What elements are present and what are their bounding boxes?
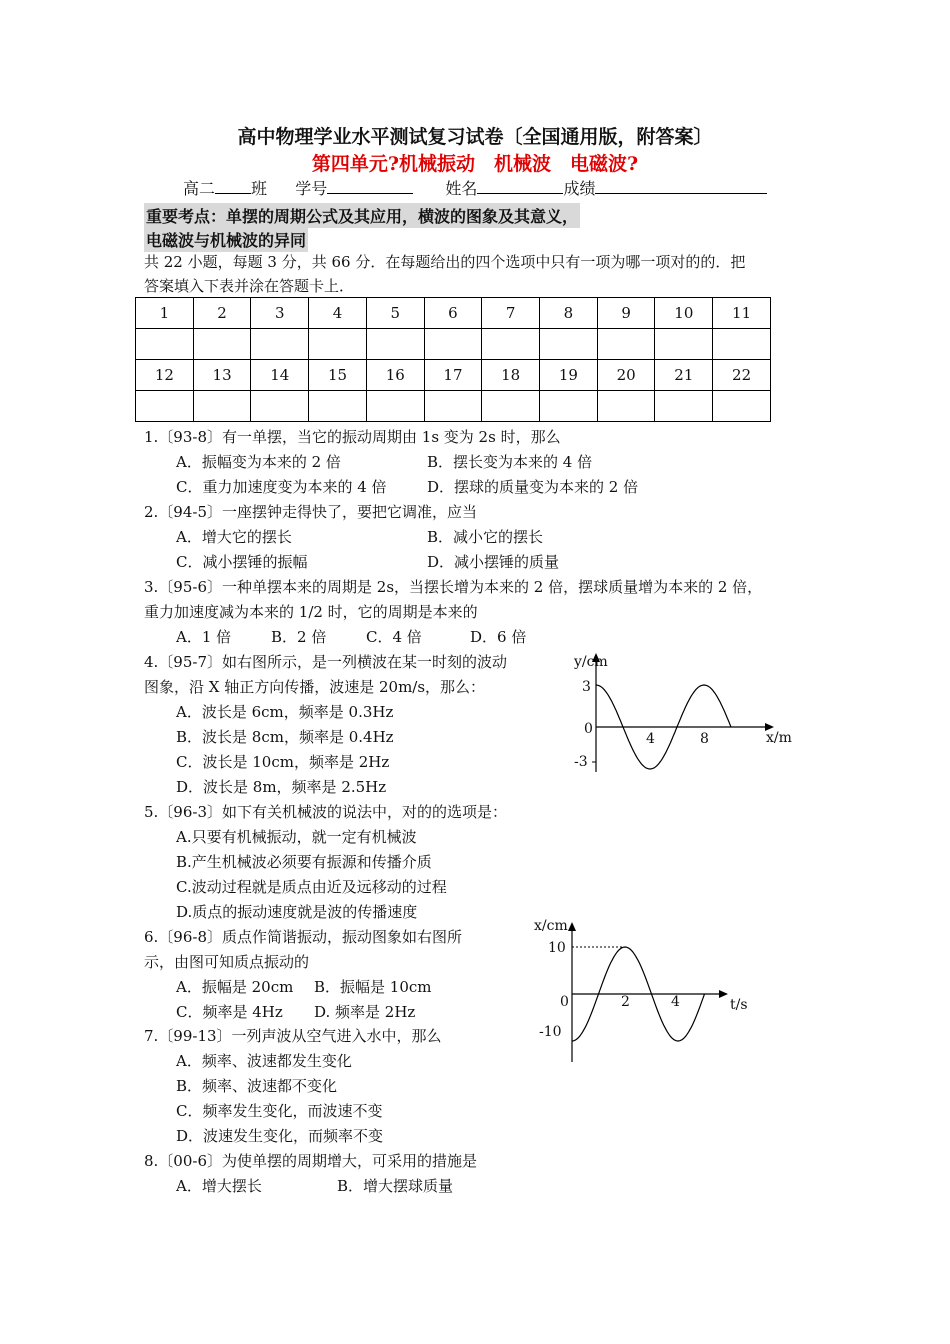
answer-cell[interactable] — [482, 391, 540, 422]
table-cell: 11 — [713, 298, 771, 329]
answer-cell[interactable] — [540, 329, 598, 360]
question-6-stem: 6.〔96-8〕质点作简谐振动，振动图象如右图所 — [144, 928, 463, 946]
answer-cell[interactable] — [655, 391, 713, 422]
question-2-option-a[interactable]: A．增大它的摆长 — [176, 528, 292, 546]
y-axis-arrow — [568, 922, 576, 931]
question-2-option-b[interactable]: B．减小它的摆长 — [427, 528, 544, 546]
question-3-stem-cont: 重力加速度减为本来的 1/2 时，它的周期是本来的 — [144, 603, 478, 621]
student-info-line — [183, 176, 767, 199]
id-blank[interactable] — [327, 179, 413, 194]
answer-cell[interactable] — [136, 329, 194, 360]
table-cell: 3 — [251, 298, 309, 329]
answer-cell[interactable] — [713, 329, 771, 360]
table-cell: 20 — [597, 360, 655, 391]
question-2-option-c[interactable]: C．减小摆锤的振幅 — [176, 553, 308, 571]
y-tick-label: 10 — [548, 940, 566, 956]
table-cell: 18 — [482, 360, 540, 391]
question-4-option-d[interactable]: D．波长是 8m，频率是 2.5Hz — [176, 778, 387, 796]
table-cell: 10 — [655, 298, 713, 329]
question-4-stem-cont: 图象，沿 X 轴正方向传播，波速是 20m/s，那么： — [144, 678, 486, 696]
y-tick-label: 0 — [560, 994, 569, 1010]
x-axis-arrow — [719, 990, 728, 998]
answer-cell[interactable] — [655, 329, 713, 360]
answer-table-header-row-1 — [136, 298, 771, 329]
question-5-option-d[interactable]: D.质点的振动速度就是波的传播速度 — [176, 903, 418, 921]
question-8-option-a[interactable]: A．增大摆长 — [176, 1177, 262, 1195]
score-blank[interactable] — [595, 179, 767, 194]
question-1-option-d[interactable]: D．摆球的质量变为本来的 2 倍 — [427, 478, 639, 496]
question-4-option-c[interactable]: C．波长是 10cm，频率是 2Hz — [176, 753, 390, 771]
question-7-option-b[interactable]: B．频率、波速都不变化 — [176, 1077, 338, 1095]
answer-table — [135, 297, 771, 422]
table-cell: 19 — [540, 360, 598, 391]
question-3-option-a[interactable]: A．1 倍 — [176, 628, 232, 646]
table-cell: 9 — [597, 298, 655, 329]
y-axis-label: y/cm — [574, 654, 608, 670]
table-cell: 13 — [193, 360, 251, 391]
table-cell: 17 — [424, 360, 482, 391]
id-label: 学号 — [295, 179, 328, 198]
question-8-stem: 8.〔00-6〕为使单摆的周期增大，可采用的措施是 — [144, 1152, 478, 1170]
question-1-stem: 1.〔93-8〕有一单摆，当它的振动周期由 1s 变为 2s 时，那么 — [144, 428, 561, 446]
answer-cell[interactable] — [424, 329, 482, 360]
wave-graph — [566, 650, 806, 775]
table-cell: 8 — [540, 298, 598, 329]
x-tick-label: 2 — [621, 994, 630, 1010]
x-tick-label: 4 — [646, 731, 655, 747]
name-blank[interactable] — [477, 179, 563, 194]
table-cell: 15 — [309, 360, 367, 391]
class-label: 班 — [251, 179, 268, 198]
keypoints-line-1: 重要考点：单摆的周期公式及其应用，横波的图象及其意义， — [144, 203, 580, 228]
answer-cell[interactable] — [251, 329, 309, 360]
answer-cell[interactable] — [482, 329, 540, 360]
table-cell: 6 — [424, 298, 482, 329]
x-tick-label: 4 — [671, 994, 680, 1010]
instructions-line-2: 答案填入下表并涂在答题卡上． — [144, 277, 355, 295]
question-4-option-a[interactable]: A．波长是 6cm，频率是 0.3Hz — [176, 703, 394, 721]
score-label: 成绩 — [563, 179, 596, 198]
table-cell: 4 — [309, 298, 367, 329]
question-6-option-c[interactable]: C．频率是 4Hz — [176, 1003, 283, 1021]
unit-title: 第四单元?机械振动 机械波 电磁波? — [311, 153, 639, 175]
class-blank[interactable] — [215, 179, 251, 194]
instructions-line-1: 共 22 小题，每题 3 分，共 66 分．在每题给出的四个选项中只有一项为哪一项对的的．把 — [144, 253, 746, 271]
x-tick-label: 8 — [700, 731, 709, 747]
table-cell: 12 — [136, 360, 194, 391]
y-tick-label: -3 — [574, 754, 588, 770]
table-cell: 21 — [655, 360, 713, 391]
question-5-option-c[interactable]: C.波动过程就是质点由近及远移动的过程 — [176, 878, 447, 896]
question-6-option-b[interactable]: B．振幅是 10cm — [314, 978, 432, 996]
grade-label: 高二 — [183, 179, 216, 198]
table-cell: 14 — [251, 360, 309, 391]
answer-cell[interactable] — [540, 391, 598, 422]
question-7-option-c[interactable]: C．频率发生变化，而波速不变 — [176, 1102, 383, 1120]
question-6-option-a[interactable]: A．振幅是 20cm — [176, 978, 294, 996]
answer-cell[interactable] — [713, 391, 771, 422]
question-1-option-b[interactable]: B．摆长变为本来的 4 倍 — [427, 453, 593, 471]
y-tick-label: 3 — [582, 679, 591, 695]
table-cell: 2 — [193, 298, 251, 329]
question-7-stem: 7.〔99-13〕一列声波从空气进入水中，那么 — [144, 1027, 442, 1045]
question-4-option-b[interactable]: B．波长是 8cm，频率是 0.4Hz — [176, 728, 394, 746]
answer-cell[interactable] — [309, 391, 367, 422]
question-8-option-b[interactable]: B．增大摆球质量 — [337, 1177, 454, 1195]
vibration-graph — [530, 917, 770, 1067]
y-axis-label: x/cm — [534, 918, 568, 934]
answer-cell[interactable] — [366, 329, 424, 360]
question-3-option-b[interactable]: B．2 倍 — [271, 628, 327, 646]
question-2-option-d[interactable]: D．减小摆锤的质量 — [427, 553, 560, 571]
answer-cell[interactable] — [424, 391, 482, 422]
answer-table-header-row-2 — [136, 360, 771, 391]
question-3-option-c[interactable]: C．4 倍 — [366, 628, 422, 646]
answer-cell[interactable] — [597, 329, 655, 360]
question-6-option-d[interactable]: D. 频率是 2Hz — [314, 1003, 416, 1021]
y-tick-label: -10 — [539, 1024, 562, 1040]
name-label: 姓名 — [445, 179, 478, 198]
question-6-stem-cont: 示，由图可知质点振动的 — [144, 953, 310, 971]
question-1-option-c[interactable]: C．重力加速度变为本来的 4 倍 — [176, 478, 387, 496]
question-5-option-a[interactable]: A.只要有机械振动，就一定有机械波 — [176, 828, 417, 846]
table-cell: 16 — [366, 360, 424, 391]
answer-cell[interactable] — [309, 329, 367, 360]
keypoints-line-2: 电磁波与机械波的异同 — [144, 227, 308, 252]
table-cell: 22 — [713, 360, 771, 391]
table-cell: 5 — [366, 298, 424, 329]
question-4-stem: 4.〔95-7〕如右图所示，是一列横波在某一时刻的波动 — [144, 653, 508, 671]
question-7-option-a[interactable]: A．频率、波速都发生变化 — [176, 1052, 352, 1070]
question-3-option-d[interactable]: D．6 倍 — [470, 628, 527, 646]
exam-title: 高中物理学业水平测试复习试卷〔全国通用版，附答案〕 — [237, 126, 713, 148]
question-7-option-d[interactable]: D．波速发生变化，而频率不变 — [176, 1127, 384, 1145]
x-axis-label: t/s — [730, 997, 748, 1013]
answer-cell[interactable] — [597, 391, 655, 422]
question-3-stem: 3.〔95-6〕一种单摆本来的周期是 2s，当摆长增为本来的 2 倍，摆球质量增为本来的 2 倍， — [144, 578, 763, 596]
answer-table-input-row-1 — [136, 329, 771, 360]
answer-cell[interactable] — [251, 391, 309, 422]
answer-cell[interactable] — [193, 391, 251, 422]
answer-table-input-row-2 — [136, 391, 771, 422]
answer-cell[interactable] — [136, 391, 194, 422]
question-5-option-b[interactable]: B.产生机械波必须要有振源和传播介质 — [176, 853, 432, 871]
table-cell: 1 — [136, 298, 194, 329]
question-2-stem: 2.〔94-5〕一座摆钟走得快了，要把它调准，应当 — [144, 503, 478, 521]
y-tick-label: 0 — [584, 721, 593, 737]
question-5-stem: 5.〔96-3〕如下有关机械波的说法中，对的的选项是： — [144, 803, 508, 821]
x-axis-label: x/m — [766, 730, 792, 746]
answer-cell[interactable] — [366, 391, 424, 422]
question-1-option-a[interactable]: A．振幅变为本来的 2 倍 — [176, 453, 341, 471]
table-cell: 7 — [482, 298, 540, 329]
answer-cell[interactable] — [193, 329, 251, 360]
